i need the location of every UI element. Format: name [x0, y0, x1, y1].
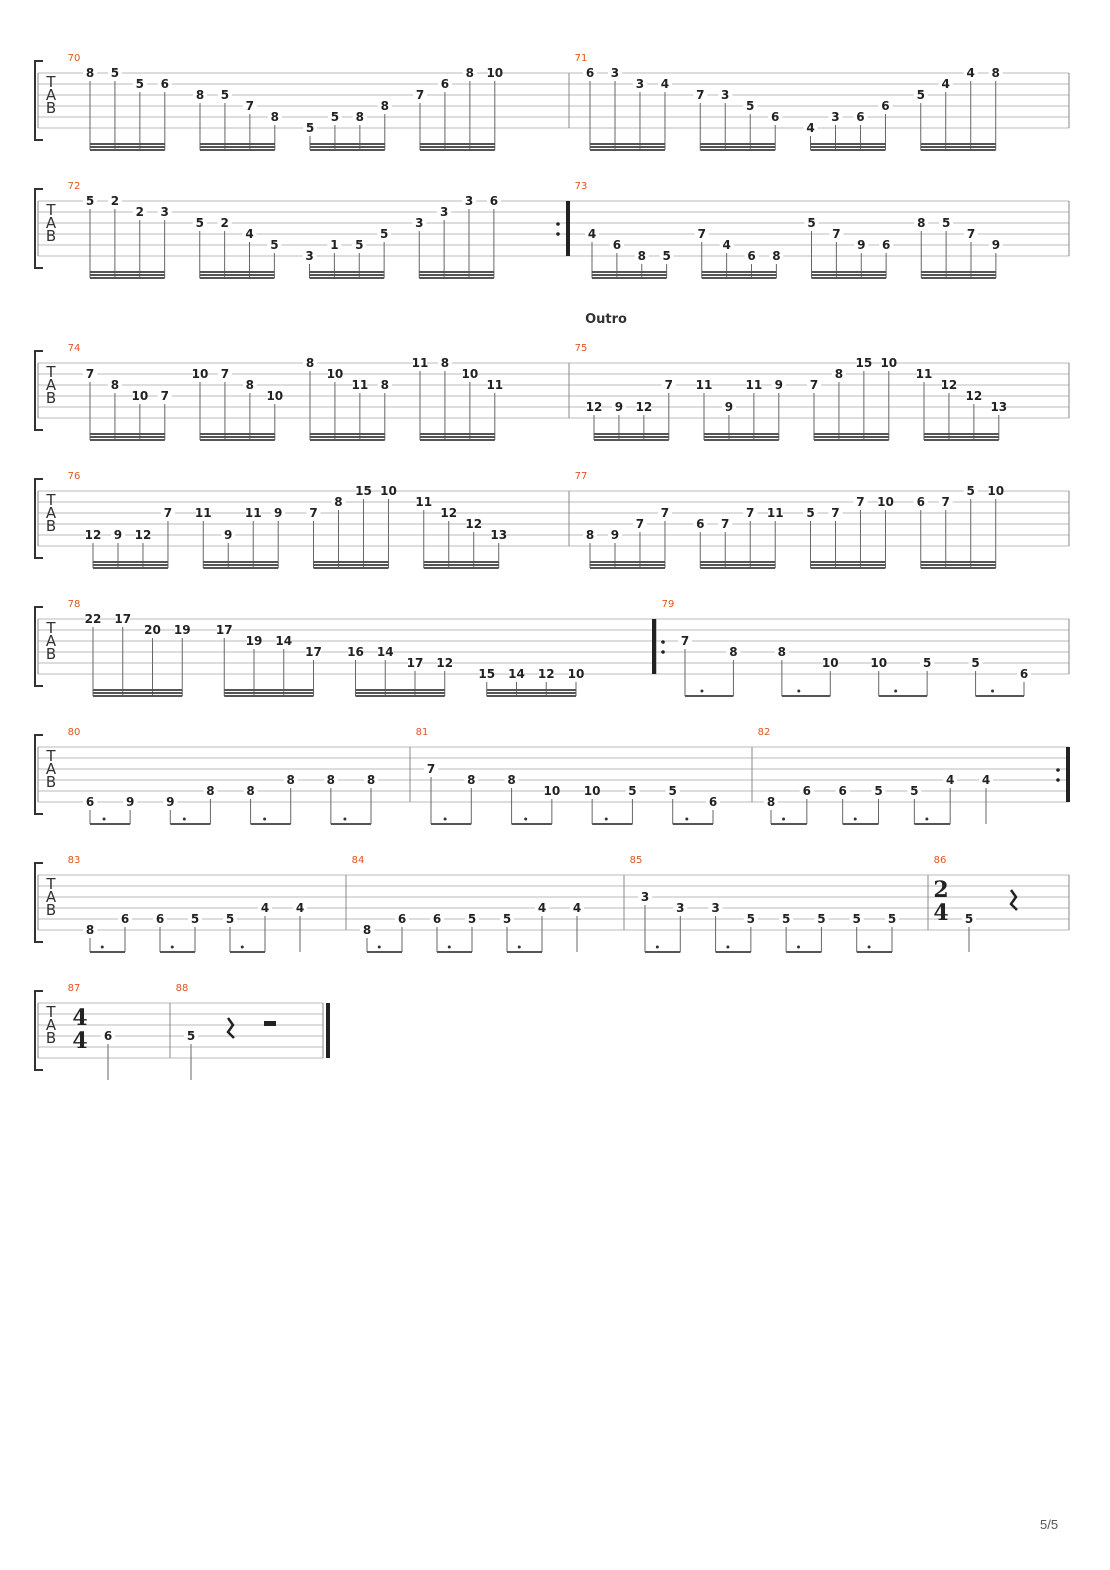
- fret-number: 17: [114, 612, 132, 626]
- fret-number: 6: [881, 99, 890, 113]
- dot: [854, 818, 857, 821]
- dot: [518, 946, 521, 949]
- fret-number: 4: [260, 901, 270, 915]
- fret-number: 10: [567, 667, 585, 681]
- dot: [241, 946, 244, 949]
- fret-number: 14: [376, 645, 394, 659]
- measure-number: 86: [933, 855, 947, 866]
- fret-number: 8: [362, 923, 372, 937]
- fret-number: 7: [415, 88, 425, 102]
- fret-number: 10: [326, 367, 344, 381]
- measure-number: 87: [67, 983, 81, 994]
- fret-number: 8: [465, 66, 475, 80]
- fret-number: 12: [84, 528, 102, 542]
- repeat-dot: [556, 222, 560, 226]
- fret-number: 8: [110, 378, 120, 392]
- fret-number: 12: [436, 656, 454, 670]
- fret-number: 4: [941, 77, 950, 91]
- fret-number: 6: [155, 912, 165, 926]
- fret-number: 9: [166, 795, 175, 809]
- measure-number: 74: [67, 343, 81, 354]
- measure-number: 88: [175, 983, 189, 994]
- tab-letter-t: T: [46, 201, 56, 219]
- fret-number: 6: [838, 784, 847, 798]
- fret-number: 6: [432, 912, 442, 926]
- fret-number: 3: [439, 205, 449, 219]
- fret-number: 8: [380, 99, 389, 113]
- fret-number: 5: [668, 784, 677, 798]
- fret-number: 6: [103, 1029, 113, 1043]
- measure-number: 85: [629, 855, 643, 866]
- fret-number: 6: [397, 912, 407, 926]
- fret-number: 11: [194, 506, 212, 520]
- fret-number: 5: [305, 121, 315, 135]
- fret-number: 3: [305, 249, 314, 263]
- fret-number: 8: [286, 773, 295, 787]
- fret-number: 6: [696, 517, 705, 531]
- measure-number: 70: [67, 53, 81, 64]
- fret-number: 12: [965, 389, 983, 403]
- fret-number: 12: [940, 378, 958, 392]
- fret-number: 3: [610, 66, 620, 80]
- fret-number: 7: [941, 495, 950, 509]
- fret-number: 6: [120, 912, 130, 926]
- fret-number: 8: [195, 88, 205, 102]
- fret-number: 7: [966, 227, 976, 241]
- fret-number: 5: [502, 912, 512, 926]
- time-signature-bottom: 4: [72, 1028, 88, 1054]
- fret-number: 8: [305, 356, 315, 370]
- fret-number: 7: [220, 367, 230, 381]
- fret-number: 5: [874, 784, 883, 798]
- tab-letter-b: B: [45, 389, 57, 407]
- fret-number: 6: [856, 110, 865, 124]
- fret-number: 5: [746, 99, 755, 113]
- fret-number: 8: [245, 378, 255, 392]
- fret-number: 5: [966, 484, 975, 498]
- fret-number: 7: [309, 506, 318, 520]
- fret-number: 10: [191, 367, 209, 381]
- fret-number: 11: [766, 506, 784, 520]
- measure-number: 78: [67, 599, 81, 610]
- fret-number: 8: [834, 367, 844, 381]
- fret-number: 15: [355, 484, 372, 498]
- fret-number: 8: [326, 773, 336, 787]
- fret-number: 4: [966, 66, 975, 80]
- fret-number: 7: [163, 506, 173, 520]
- fret-number: 17: [215, 623, 233, 637]
- fret-number: 9: [614, 400, 624, 414]
- fret-number: 8: [637, 249, 646, 263]
- repeat-start-barline: [652, 619, 656, 674]
- fret-number: 12: [585, 400, 603, 414]
- fret-number: 6: [802, 784, 812, 798]
- fret-number: 9: [857, 238, 866, 252]
- measure-number: 72: [67, 181, 81, 192]
- fret-number: 5: [916, 88, 925, 102]
- fret-number: 19: [245, 634, 263, 648]
- fret-number: 8: [777, 645, 787, 659]
- fret-number: 11: [411, 356, 429, 370]
- fret-number: 7: [635, 517, 645, 531]
- fret-number: 8: [766, 795, 776, 809]
- final-barline: [326, 1003, 330, 1058]
- tab-letter-b: B: [45, 227, 57, 245]
- dot: [925, 818, 928, 821]
- fret-number: 5: [628, 784, 637, 798]
- measure-number: 76: [67, 471, 81, 482]
- fret-number: 10: [877, 495, 894, 509]
- fret-number: 5: [922, 656, 932, 670]
- fret-number: 5: [807, 216, 816, 230]
- fret-number: 5: [910, 784, 919, 798]
- fret-number: 11: [745, 378, 763, 392]
- tab-letter-b: B: [45, 645, 57, 663]
- fret-number: 6: [85, 795, 95, 809]
- fret-number: 4: [537, 901, 547, 915]
- page-number: 5/5: [1040, 1517, 1059, 1532]
- fret-number: 4: [587, 227, 597, 241]
- tab-letter-t: T: [46, 73, 56, 91]
- fret-number: 4: [945, 773, 955, 787]
- fret-number: 3: [711, 901, 720, 915]
- fret-number: 5: [964, 912, 974, 926]
- fret-number: 14: [275, 634, 293, 648]
- section-label-outro: Outro: [585, 312, 627, 327]
- measure-number: 80: [67, 727, 81, 738]
- fret-number: 8: [772, 249, 781, 263]
- fret-number: 5: [781, 912, 791, 926]
- fret-number: 8: [467, 773, 476, 787]
- fret-number: 7: [809, 378, 819, 392]
- fret-number: 5: [941, 216, 951, 230]
- fret-number: 12: [465, 517, 483, 531]
- tab-letter-a: A: [45, 888, 57, 906]
- tab-letter-t: T: [46, 875, 56, 893]
- fret-number: 6: [612, 238, 622, 252]
- measure-number: 77: [574, 471, 588, 482]
- half-rest: [264, 1021, 276, 1026]
- tab-letter-b: B: [45, 1029, 57, 1047]
- fret-number: 8: [585, 528, 595, 542]
- fret-number: 5: [852, 912, 861, 926]
- measure-number: 84: [351, 855, 365, 866]
- fret-number: 7: [831, 506, 840, 520]
- fret-number: 7: [85, 367, 95, 381]
- fret-number: 19: [173, 623, 191, 637]
- measure-number: 81: [415, 727, 429, 738]
- tab-letter-b: B: [45, 99, 57, 117]
- tab-letter-t: T: [46, 619, 56, 637]
- fret-number: 10: [266, 389, 284, 403]
- fret-number: 7: [856, 495, 865, 509]
- tab-letter-a: A: [45, 632, 57, 650]
- fret-number: 7: [660, 506, 670, 520]
- fret-number: 5: [817, 912, 826, 926]
- fret-number: 4: [295, 901, 305, 915]
- fret-number: 5: [887, 912, 897, 926]
- fret-number: 5: [971, 656, 980, 670]
- fret-number: 11: [695, 378, 713, 392]
- fret-number: 6: [1019, 667, 1029, 681]
- fret-number: 9: [224, 528, 233, 542]
- fret-number: 4: [981, 773, 991, 787]
- dot: [991, 690, 994, 693]
- tab-letter-b: B: [45, 773, 57, 791]
- fret-number: 11: [486, 378, 504, 392]
- tab-letter-b: B: [45, 901, 57, 919]
- fret-number: 3: [415, 216, 424, 230]
- dot: [263, 818, 266, 821]
- dot: [700, 690, 703, 693]
- dot: [183, 818, 186, 821]
- fret-number: 11: [351, 378, 369, 392]
- fret-number: 5: [186, 1029, 196, 1043]
- fret-number: 8: [334, 495, 343, 509]
- fret-number: 3: [721, 88, 730, 102]
- dot: [797, 946, 800, 949]
- fret-number: 9: [274, 506, 283, 520]
- dot: [448, 946, 451, 949]
- fret-number: 8: [206, 784, 215, 798]
- dot: [894, 690, 897, 693]
- fret-number: 11: [244, 506, 262, 520]
- dot: [685, 818, 688, 821]
- fret-number: 22: [84, 612, 102, 626]
- fret-number: 6: [160, 77, 169, 91]
- fret-number: 4: [806, 121, 815, 135]
- fret-number: 5: [746, 912, 756, 926]
- fret-number: 5: [190, 912, 200, 926]
- tab-letter-a: A: [45, 86, 57, 104]
- fret-number: 10: [583, 784, 601, 798]
- fret-number: 8: [917, 216, 926, 230]
- dot: [103, 818, 106, 821]
- tab-letter-t: T: [46, 491, 56, 509]
- fret-number: 12: [134, 528, 152, 542]
- fret-number: 6: [881, 238, 891, 252]
- fret-number: 5: [220, 88, 230, 102]
- fret-number: 6: [489, 194, 499, 208]
- tab-letter-a: A: [45, 214, 57, 232]
- fret-number: 8: [246, 784, 255, 798]
- fret-number: 3: [464, 194, 474, 208]
- repeat-dot: [1056, 778, 1060, 782]
- time-signature-top: 2: [933, 877, 949, 903]
- time-signature-bottom: 4: [933, 900, 949, 926]
- tab-letter-t: T: [46, 1003, 56, 1021]
- fret-number: 17: [305, 645, 322, 659]
- fret-number: 10: [870, 656, 888, 670]
- fret-number: 5: [195, 216, 204, 230]
- fret-number: 8: [270, 110, 279, 124]
- fret-number: 10: [543, 784, 561, 798]
- fret-number: 15: [478, 667, 496, 681]
- dot: [605, 818, 608, 821]
- fret-number: 12: [635, 400, 653, 414]
- fret-number: 5: [225, 912, 235, 926]
- dot: [868, 946, 871, 949]
- fret-number: 7: [160, 389, 169, 403]
- fret-number: 7: [721, 517, 730, 531]
- dot: [101, 946, 104, 949]
- fret-number: 5: [806, 506, 815, 520]
- repeat-dot: [556, 232, 560, 236]
- fret-number: 17: [406, 656, 424, 670]
- fret-number: 9: [991, 238, 1001, 252]
- dot: [378, 946, 381, 949]
- fret-number: 12: [440, 506, 458, 520]
- fret-number: 6: [585, 66, 595, 80]
- fret-number: 6: [771, 110, 780, 124]
- fret-number: 8: [991, 66, 1000, 80]
- fret-number: 5: [135, 77, 145, 91]
- repeat-dot: [1056, 768, 1060, 772]
- measure-number: 79: [661, 599, 675, 610]
- fret-number: 9: [724, 400, 734, 414]
- measure-number: 82: [757, 727, 771, 738]
- fret-number: 2: [110, 194, 120, 208]
- fret-number: 5: [110, 66, 120, 80]
- fret-number: 9: [774, 378, 783, 392]
- fret-number: 5: [270, 238, 279, 252]
- fret-number: 8: [440, 356, 450, 370]
- fret-number: 7: [746, 506, 755, 520]
- fret-number: 9: [610, 528, 620, 542]
- fret-number: 8: [355, 110, 365, 124]
- repeat-end-barline: [566, 201, 570, 256]
- fret-number: 5: [355, 238, 364, 252]
- fret-number: 5: [85, 194, 95, 208]
- fret-number: 10: [987, 484, 1005, 498]
- fret-number: 20: [144, 623, 161, 637]
- fret-number: 6: [747, 249, 756, 263]
- fret-number: 3: [160, 205, 169, 219]
- tab-letter-a: A: [45, 504, 57, 522]
- fret-number: 3: [640, 890, 650, 904]
- fret-number: 13: [490, 528, 508, 542]
- dot: [782, 818, 785, 821]
- dot: [797, 690, 800, 693]
- fret-number: 1: [330, 238, 339, 252]
- fret-number: 3: [831, 110, 840, 124]
- measure-number: 73: [574, 181, 588, 192]
- fret-number: 15: [855, 356, 873, 370]
- repeat-dot: [661, 640, 665, 644]
- fret-number: 7: [696, 88, 705, 102]
- fret-number: 3: [676, 901, 685, 915]
- fret-number: 4: [722, 238, 731, 252]
- measure-number: 83: [67, 855, 81, 866]
- tab-letter-t: T: [46, 747, 56, 765]
- fret-number: 4: [572, 901, 582, 915]
- dot: [171, 946, 174, 949]
- dot: [524, 818, 527, 821]
- fret-number: 6: [708, 795, 718, 809]
- fret-number: 10: [461, 367, 479, 381]
- fret-number: 7: [832, 227, 841, 241]
- tab-letter-a: A: [45, 376, 57, 394]
- fret-number: 9: [113, 528, 123, 542]
- dot: [343, 818, 346, 821]
- fret-number: 10: [821, 656, 839, 670]
- fret-number: 7: [664, 378, 673, 392]
- fret-number: 6: [916, 495, 925, 509]
- measure-number: 75: [574, 343, 588, 354]
- fret-number: 11: [415, 495, 433, 509]
- fret-number: 7: [245, 99, 255, 113]
- fret-number: 12: [537, 667, 555, 681]
- dot: [726, 946, 729, 949]
- repeat-end-barline: [1066, 747, 1070, 802]
- dot: [444, 818, 447, 821]
- fret-number: 10: [880, 356, 898, 370]
- fret-number: 7: [680, 634, 690, 648]
- quarter-rest: [1011, 890, 1017, 910]
- fret-number: 5: [379, 227, 389, 241]
- fret-number: 13: [990, 400, 1008, 414]
- fret-number: 4: [660, 77, 670, 91]
- fret-number: 8: [366, 773, 376, 787]
- quarter-rest: [228, 1018, 234, 1038]
- fret-number: 8: [507, 773, 516, 787]
- fret-number: 4: [245, 227, 254, 241]
- measure-number: 71: [574, 53, 588, 64]
- fret-number: 7: [697, 227, 706, 241]
- fret-number: 3: [635, 77, 645, 91]
- fret-number: 8: [729, 645, 738, 659]
- fret-number: 11: [915, 367, 933, 381]
- fret-number: 8: [85, 923, 95, 937]
- fret-number: 10: [486, 66, 504, 80]
- fret-number: 10: [380, 484, 397, 498]
- fret-number: 14: [508, 667, 525, 681]
- fret-number: 2: [220, 216, 229, 230]
- repeat-dot: [661, 650, 665, 654]
- tab-letter-b: B: [45, 517, 57, 535]
- fret-number: 7: [426, 762, 436, 776]
- tab-letter-t: T: [46, 363, 56, 381]
- fret-number: 5: [662, 249, 671, 263]
- fret-number: 5: [330, 110, 340, 124]
- fret-number: 16: [347, 645, 364, 659]
- fret-number: 2: [135, 205, 144, 219]
- dot: [656, 946, 659, 949]
- fret-number: 5: [467, 912, 477, 926]
- fret-number: 9: [125, 795, 135, 809]
- fret-number: 10: [131, 389, 149, 403]
- fret-number: 8: [380, 378, 389, 392]
- tab-letter-a: A: [45, 760, 57, 778]
- fret-number: 6: [440, 77, 450, 91]
- time-signature-top: 4: [72, 1005, 88, 1031]
- fret-number: 8: [85, 66, 95, 80]
- tab-letter-a: A: [45, 1016, 57, 1034]
